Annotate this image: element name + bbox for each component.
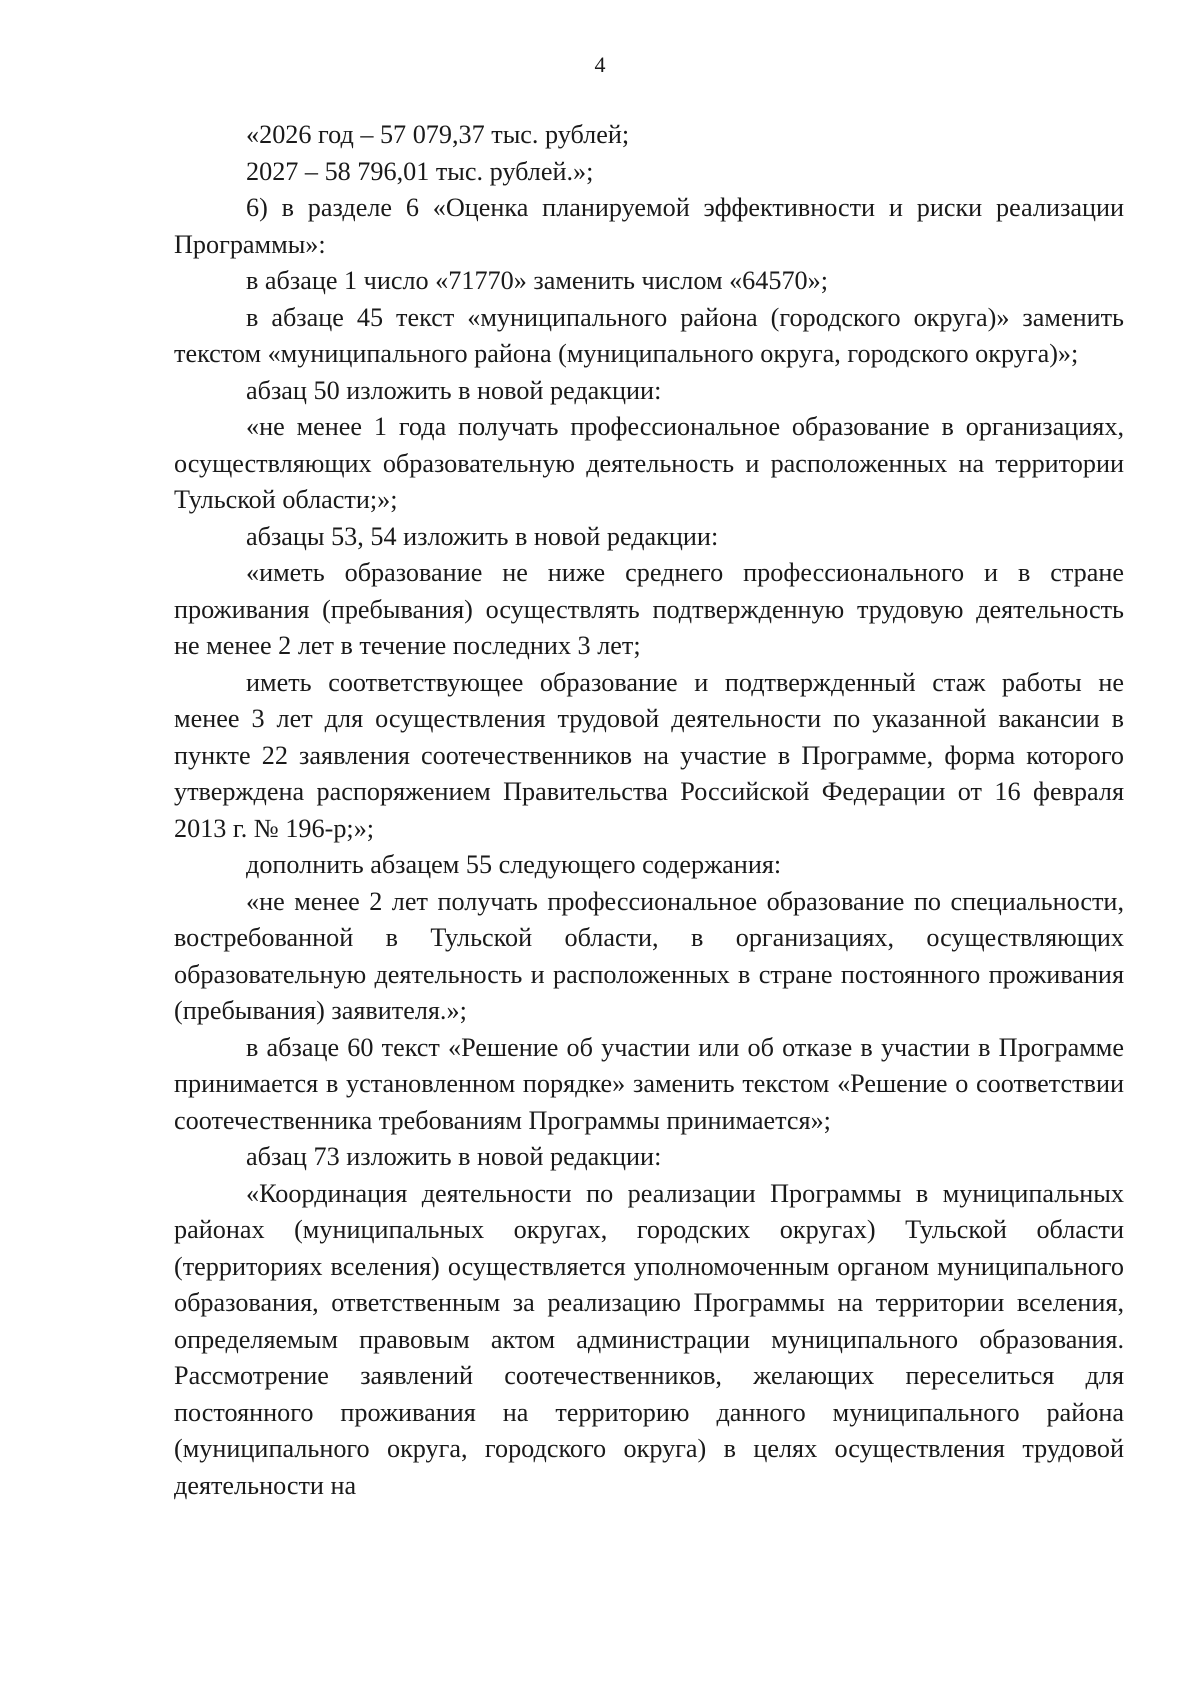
paragraph: 6) в разделе 6 «Оценка планируемой эффективности и риски реализации Программы»:: [174, 193, 1124, 259]
paragraph: абзац 50 изложить в новой редакции:: [246, 375, 662, 405]
document-body: [174, 117, 1124, 1504]
budget-line-2026: «2026 год – 57 079,37 тыс. рублей;: [246, 120, 630, 149]
paragraph: иметь соответствующее образование и подтвержденный стаж работы не менее 3 лет для осуществления трудовой деятельности по указанной вакансии в пункте 22 заявления соотечественников на участие в Программе, форма которого утверждена распоряжением Правительства Российской Федерации от 16 февраля 2013 г. № 196-р;»;: [174, 667, 1124, 843]
paragraph: «не менее 2 лет получать профессиональное образование по специальности, востребованной в Тульской области, в организациях, осуществляющих образовательную деятельность и расположенных в стране постоянного проживания (пребывания) заявителя.»;: [174, 886, 1124, 1025]
paragraph: в абзаце 1 число «71770» заменить числом «64570»;: [246, 266, 829, 295]
paragraph: дополнить абзацем 55 следующего содержания:: [246, 850, 782, 879]
paragraph: «не менее 1 года получать профессиональное образование в организациях, осуществляющих образовательную деятельность и расположенных на территории Тульской области;»;: [174, 412, 1124, 514]
page-number: 4: [594, 52, 606, 77]
paragraph: абзацы 53, 54 изложить в новой редакции:: [246, 521, 719, 551]
paragraph: в абзаце 60 текст «Решение об участии или об отказе в участии в Программе принимается в установленном порядке» заменить текстом «Решение о соответствии соотечественника требованиям Программы принимается»;: [174, 1032, 1124, 1135]
paragraph: в абзаце 45 текст «муниципального района (городского округа)» заменить текстом «муниципального района (муниципального округа, городского округа)»;: [174, 302, 1124, 368]
budget-line-2027: 2027 – 58 796,01 тыс. рублей.»;: [246, 156, 594, 186]
paragraph: «иметь образование не ниже среднего профессионального и в стране проживания (пребывания) осуществлять подтвержденную трудовую деятельность не менее 2 лет в течение последних 3 лет;: [174, 558, 1124, 660]
paragraph: «Координация деятельности по реализации Программы в муниципальных районах (муниципальных округах, городских округах) Тульской области (территориях вселения) осуществляется уполномоченным органом муниципального образования, ответственным за реализацию Программы на территории вселения, определяемым правовым актом администрации муниципального образования. Рассмотрение заявлений соотечественников, желающих переселиться для постоянного проживания на территорию данного муниципального района (муниципального округа, городского округа) в целях осуществления трудовой деятельности на: [174, 1178, 1124, 1500]
paragraph: абзац 73 изложить в новой редакции:: [246, 1142, 662, 1171]
